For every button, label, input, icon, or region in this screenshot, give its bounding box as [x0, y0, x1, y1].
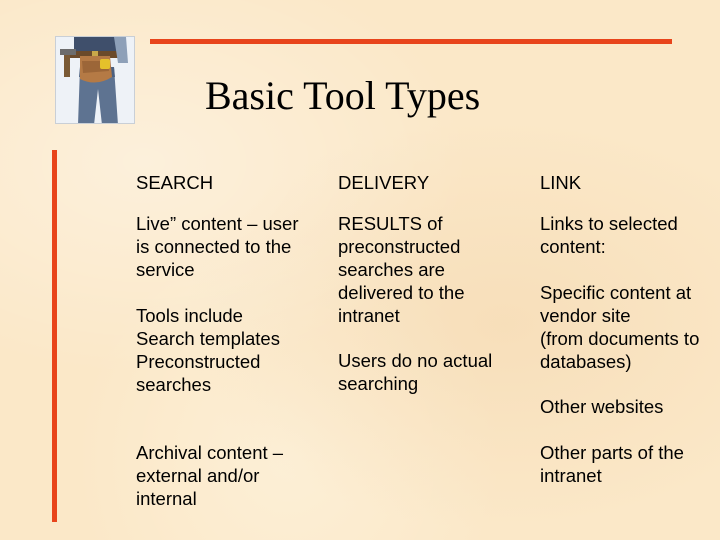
title-rule: [150, 39, 672, 44]
tool-belt-photo-art: [56, 37, 135, 124]
column-text-block: Other parts of the intranet: [540, 442, 684, 486]
column-text-block: Live” content – user is connected to the service: [136, 213, 299, 280]
column-heading: LINK: [540, 172, 582, 193]
tool-belt-photo: [55, 36, 135, 124]
column-text-block: RESULTS of preconstructed searches are delivered to the intranet: [338, 213, 465, 326]
slide-title: Basic Tool Types: [205, 73, 481, 118]
column-text-block: Tools include Search templates Preconstructed searches: [136, 305, 280, 395]
column-text-block: Users do no actual searching: [338, 350, 493, 394]
column-text-block: Other websites: [540, 396, 664, 417]
left-accent-rule: [52, 150, 57, 522]
column-text-block: Archival content – external and/or internal: [136, 442, 284, 509]
column-heading: DELIVERY: [338, 172, 430, 193]
column-heading: SEARCH: [136, 172, 214, 193]
column-text-block: Specific content at vendor site (from documents to databases): [540, 282, 700, 372]
column-text-block: Links to selected content:: [540, 213, 678, 257]
